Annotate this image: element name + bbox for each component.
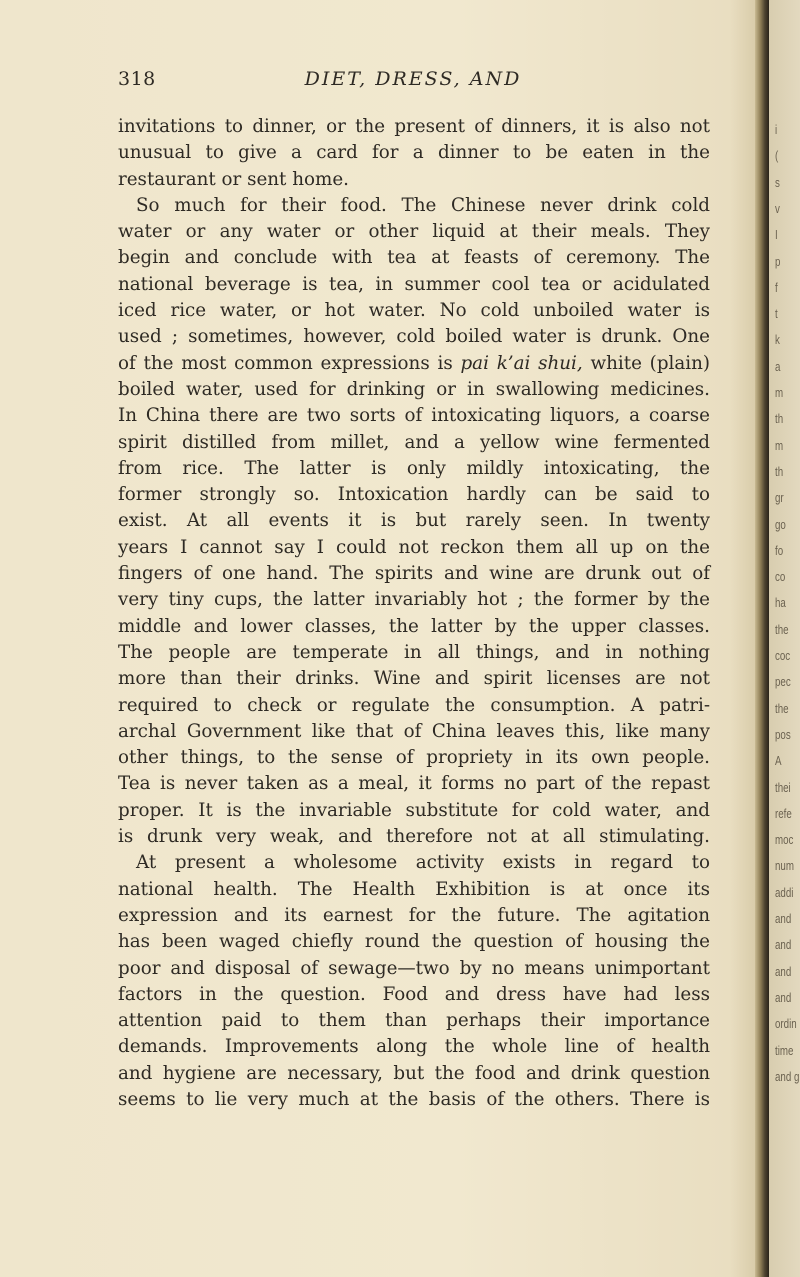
text-line: middle and lower classes, the latter by the upper classes. [118, 615, 710, 637]
facing-page-fragment: a [775, 358, 781, 374]
text-line: begin and conclude with tea at feasts of ceremony. The [118, 247, 710, 269]
text-line: attention paid to them than perhaps their importance [118, 1010, 710, 1032]
text-line: At present a wholesome activity exists in regard to [136, 852, 710, 874]
text-line: So much for their food. The Chinese never drink cold [136, 194, 710, 216]
facing-page-fragment: the [775, 621, 789, 637]
text-line: has been waged chiefly round the question of housing the [118, 931, 710, 953]
facing-page-fragment: and [775, 911, 792, 926]
text-line: water or any water or other liquid at their meals. They [118, 221, 710, 243]
book-gutter-shadow [755, 0, 769, 1277]
facing-page-fragment: and [775, 963, 792, 979]
text-line: expression and its earnest for the future. The agitation [118, 904, 710, 926]
text-line: other things, to the sense of propriety in its own people. [118, 747, 710, 769]
facing-page-fragment: pos [775, 726, 791, 742]
running-title: DIET, DRESS, AND [304, 68, 522, 90]
facing-page-fragment: thei [775, 779, 791, 795]
text-line: The people are temperate in all things, and in nothing [118, 641, 710, 663]
text-line: poor and disposal of sewage—two by no means unimportant [118, 957, 710, 979]
text-line: used ; sometimes, however, cold boiled water is drunk. One [118, 326, 710, 348]
facing-page-fragment: time [775, 1042, 794, 1058]
facing-page-edge [769, 0, 800, 1277]
facing-page-fragment: and [775, 937, 792, 953]
facing-page-fragment: co [775, 569, 786, 585]
text-line: In China there are two sorts of intoxicating liquors, a coarse [118, 405, 710, 427]
text-line-with-italic [118, 351, 710, 377]
text-line: unusual to give a card for a dinner to be eaten in the [118, 142, 710, 164]
facing-page-fragment: v [775, 200, 780, 216]
text-line: proper. It is the invariable substitute for cold water, and [118, 799, 710, 821]
text-line: and hygiene are necessary, but the food and drink question [118, 1062, 710, 1084]
facing-page-fragment: p [775, 253, 781, 269]
facing-page-fragment: i [775, 122, 778, 137]
body-text [118, 114, 710, 1113]
text-line: archal Government like that of China leaves this, like many [118, 720, 710, 742]
text-line: national beverage is tea, in summer cool tea or acidulated [118, 273, 710, 295]
facing-page-fragment: s [775, 174, 780, 190]
text-line: more than their drinks. Wine and spirit licenses are not [118, 668, 710, 690]
facing-page-fragment: refe [775, 805, 792, 821]
line-tail: white (plain) [590, 352, 711, 374]
text-line: from rice. The latter is only mildly intoxicating, the [118, 457, 710, 479]
facing-page-fragment: num [775, 858, 794, 874]
facing-page-fragment: fo [775, 542, 784, 558]
facing-page-fragment: k [775, 332, 780, 348]
facing-page-fragment: th [775, 411, 784, 427]
text-line: Tea is never taken as a meal, it forms no part of the repast [118, 773, 710, 795]
text-line: invitations to dinner, or the present of dinners, it is also not [118, 116, 710, 137]
facing-page-fragment: m [775, 385, 784, 400]
facing-page-fragment: f [775, 279, 778, 295]
facing-page-fragment: m [775, 437, 784, 453]
facing-page-fragment: I [775, 227, 778, 243]
page-number: 318 [118, 68, 156, 90]
text-line: restaurant or sent home. [118, 168, 349, 190]
text-line: former strongly so. Intoxication hardly can be said to [118, 484, 710, 506]
running-head [118, 68, 708, 92]
facing-page-fragment: t [775, 306, 778, 322]
facing-page-fragment: A [775, 753, 782, 769]
text-line: years I cannot say I could not reckon them all up on the [118, 536, 710, 558]
facing-page-fragment: ( [775, 148, 779, 164]
facing-page-fragment: pec [775, 674, 791, 690]
facing-page-fragment: and [775, 989, 792, 1005]
line-head: of the most common expressions is [118, 352, 453, 374]
text-line: seems to lie very much at the basis of the others. There is [118, 1088, 710, 1110]
text-line: factors in the question. Food and dress have had less [118, 983, 710, 1005]
facing-page-fragment: the [775, 700, 789, 716]
facing-page-fragment: th [775, 463, 784, 479]
facing-page-fragment: ordin [775, 1016, 797, 1032]
text-line: very tiny cups, the latter invariably hot ; the former by the [118, 589, 710, 611]
text-line: demands. Improvements along the whole line of health [118, 1036, 710, 1058]
facing-page-fragment: moc [775, 832, 794, 848]
text-line: is drunk very weak, and therefore not at all stimulating. [118, 826, 710, 848]
facing-page-fragment: addi [775, 884, 794, 900]
text-line: boiled water, used for drinking or in swallowing medicines. [118, 378, 710, 400]
text-line: fingers of one hand. The spirits and wine are drunk out of [118, 563, 710, 585]
italic-phrase: pai k’ai shui, [460, 352, 583, 374]
facing-page-fragment: and g [775, 1068, 800, 1084]
facing-page-fragment: go [775, 516, 786, 532]
facing-page-fragment: ha [775, 595, 786, 611]
facing-page-fragment: gr [775, 490, 784, 506]
text-line: national health. The Health Exhibition is at once its [118, 878, 710, 900]
text-line: iced rice water, or hot water. No cold unboiled water is [118, 300, 710, 322]
text-line: spirit distilled from millet, and a yellow wine fermented [118, 431, 710, 453]
facing-page-fragment: coc [775, 648, 791, 663]
text-line: required to check or regulate the consumption. A patri- [118, 694, 710, 716]
text-line: exist. At all events it is but rarely seen. In twenty [118, 510, 710, 532]
